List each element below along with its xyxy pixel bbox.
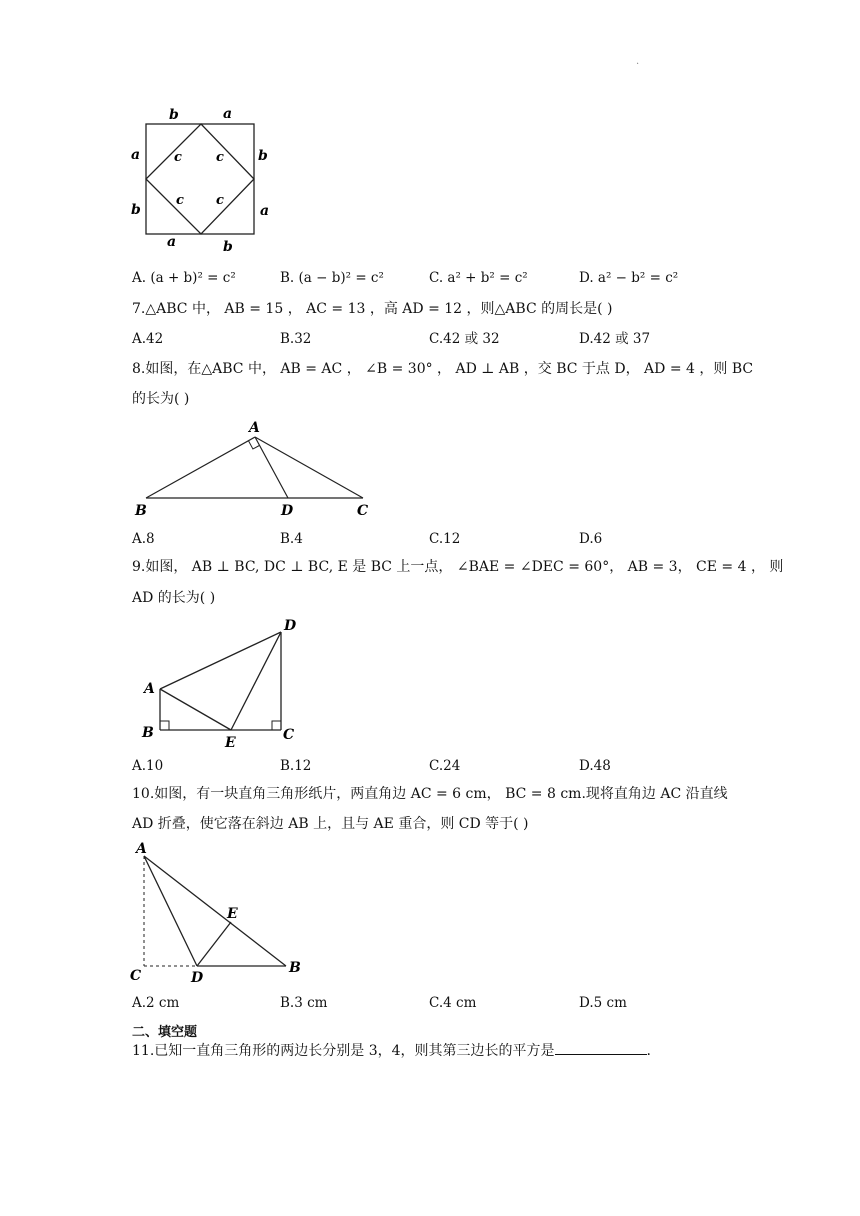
label-top-b: b [169,107,179,123]
q10-question-line2: AD 折叠，使它落在斜边 AB 上，且与 AE 重合，则 CD 等于( ) [132,816,529,832]
q8-option-a[interactable]: A.8 [132,531,155,547]
q7-question: 7.△ABC 中， AB = 15 ， AC = 13 ，高 AD = 12 ，则△ABC 的周长是( ) [132,301,613,317]
q11-text: 11.已知一直角三角形的两边长分别是 3，4，则其第三边长的平方是 [132,1043,555,1059]
q10-option-b[interactable]: B.3 cm [280,995,328,1011]
q10-question-line1: 10.如图，有一块直角三角形纸片，两直角边 AC = 6 cm， BC = 8 cm.现将直角边 AC 沿直线 [132,786,728,802]
label-right-a: a [260,203,270,219]
label-inner-c2: c [216,150,224,165]
q9-question-line2: AD 的长为( ) [132,590,216,606]
label-right-b: b [258,148,268,164]
q8-label-d: D [281,503,294,519]
q9-label-d: D [284,618,297,634]
q9-label-e: E [225,735,236,751]
label-left-a: a [131,147,141,163]
q8-question-line1: 8.如图，在△ABC 中， AB = AC ， ∠B = 30° ， AD ⊥ AB ，交 BC 于点 D， AD = 4 ，则 BC [132,361,754,377]
q10-option-d[interactable]: D.5 cm [579,995,627,1011]
q11-answer-blank[interactable] [555,1040,647,1055]
q6-option-b[interactable]: B. (a − b)² = c² [280,270,384,286]
q10-label-b: B [289,960,301,976]
q7-option-b[interactable]: B.32 [280,331,312,347]
label-bottom-b: b [223,239,233,255]
q11-question [132,1040,651,1061]
q8-option-c[interactable]: C.12 [429,531,461,547]
pythagoras-square-figure [120,100,280,260]
q8-label-b: B [135,503,147,519]
q9-question-line1: 9.如图， AB ⊥ BC, DC ⊥ BC, E 是 BC 上一点， ∠BAE = ∠DEC = 60°， AB = 3， CE = 4 ， 则 [132,559,784,575]
q10-figure [125,838,315,988]
section-heading-fill-in: 二、填空题 [132,1025,198,1040]
q7-option-a[interactable]: A.42 [132,331,164,347]
q9-figure [135,612,305,752]
q7-option-d[interactable]: D.42 或 37 [579,331,651,347]
label-inner-c1: c [174,150,182,165]
q9-option-d[interactable]: D.48 [579,758,611,774]
q8-label-a: A [249,420,260,436]
q10-option-a[interactable]: A.2 cm [132,995,180,1011]
header-dot: . [636,56,640,67]
q8-option-b[interactable]: B.4 [280,531,303,547]
q10-label-a: A [136,841,147,857]
q10-label-c: C [130,968,142,984]
q6-option-c[interactable]: C. a² + b² = c² [429,270,528,286]
q9-option-c[interactable]: C.24 [429,758,461,774]
q10-option-c[interactable]: C.4 cm [429,995,477,1011]
q8-label-c: C [357,503,369,519]
q11-end: . [646,1043,651,1059]
q9-label-c: C [283,727,295,743]
q10-label-d: D [191,970,204,986]
q10-label-e: E [227,906,238,922]
q6-option-a[interactable]: A. (a + b)² = c² [132,270,236,286]
q9-option-b[interactable]: B.12 [280,758,312,774]
label-left-b: b [131,202,141,218]
q8-option-d[interactable]: D.6 [579,531,603,547]
label-inner-c4: c [216,193,224,208]
q6-option-d[interactable]: D. a² − b² = c² [579,270,679,286]
q9-label-a: A [144,681,155,697]
q8-question-line2: 的长为( ) [132,391,190,407]
label-inner-c3: c [176,193,184,208]
q8-triangle-figure [125,412,385,522]
label-top-a: a [223,106,233,122]
q9-label-b: B [142,725,154,741]
q9-option-a[interactable]: A.10 [132,758,164,774]
q7-option-c[interactable]: C.42 或 32 [429,331,500,347]
label-bottom-a: a [167,234,177,250]
